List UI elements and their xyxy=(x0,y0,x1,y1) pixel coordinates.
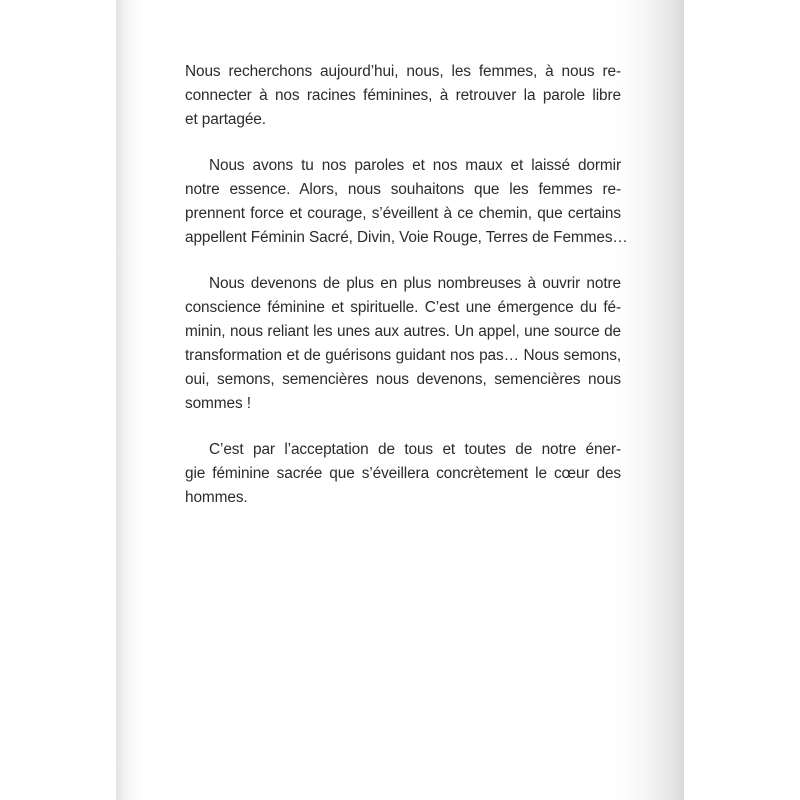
text-line: gie féminine sacrée que s’éveillera concrètement le cœur des xyxy=(185,465,621,482)
paragraph-2 xyxy=(185,154,628,250)
text-line: hommes. xyxy=(185,489,248,506)
text-line: C’est par l’acceptation de tous et toutes de notre éner- xyxy=(209,441,621,458)
text-line: oui, semons, semencières nous devenons, semencières nous xyxy=(185,371,621,388)
text-line: prennent force et courage, s’éveillent à ce chemin, que certains xyxy=(185,205,621,222)
text-line: et partagée. xyxy=(185,111,266,128)
paragraph-gap xyxy=(185,132,621,154)
text-line: Nous devenons de plus en plus nombreuses à ouvrir notre xyxy=(209,275,621,292)
text-line: minin, nous reliant les unes aux autres. Un appel, une source de xyxy=(185,323,621,340)
paragraph-gap xyxy=(185,250,621,272)
paragraph-4 xyxy=(185,438,621,510)
body-text xyxy=(185,60,628,510)
book-page xyxy=(116,0,684,800)
text-line: conscience féminine et spirituelle. C’est une émergence du fé- xyxy=(185,299,621,316)
text-line: transformation et de guérisons guidant nos pas… Nous semons, xyxy=(185,347,621,364)
text-line: appellent Féminin Sacré, Divin, Voie Rouge, Terres de Femmes… xyxy=(185,229,628,246)
text-line: sommes ! xyxy=(185,395,251,412)
text-line: Nous recherchons aujourd’hui, nous, les femmes, à nous re- xyxy=(185,63,621,80)
text-line: connecter à nos racines féminines, à retrouver la parole libre xyxy=(185,87,621,104)
text-line: notre essence. Alors, nous souhaitons que les femmes re- xyxy=(185,181,621,198)
paragraph-1 xyxy=(185,60,621,132)
paragraph-3 xyxy=(185,272,621,416)
text-line: Nous avons tu nos paroles et nos maux et laissé dormir xyxy=(209,157,621,174)
paragraph-gap xyxy=(185,416,621,438)
